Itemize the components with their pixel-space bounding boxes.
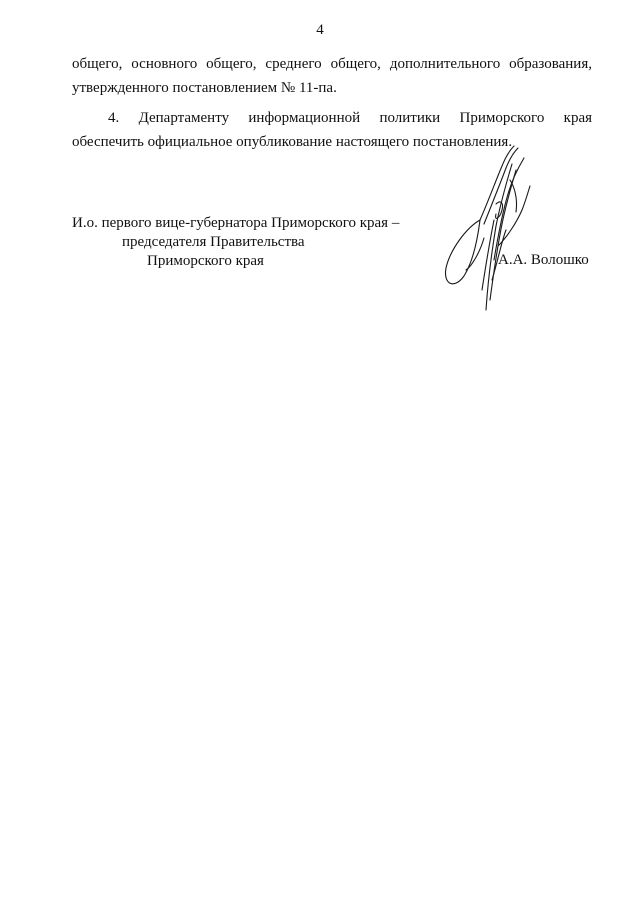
signer-name: А.А. Волошко (498, 252, 589, 268)
signatory-position-line-1: И.о. первого вице-губернатора Приморского края – (72, 215, 400, 231)
signature-stroke (490, 170, 516, 300)
signatory-position-line-3: Приморского края (147, 253, 264, 269)
signature-stroke (480, 146, 514, 220)
signature-stroke (466, 238, 484, 270)
paragraph-2-line-1: 4. Департаменту информационной политики Приморского края (108, 110, 592, 126)
signature-stroke (445, 220, 480, 284)
handwritten-signature (436, 140, 536, 320)
paragraph-1 (72, 52, 592, 100)
paragraph-1-line-1: общего, основного общего, среднего общего, дополнительного образования, (72, 56, 592, 72)
paragraph-1-line-2: утвержденного постановлением № 11-па. (72, 80, 337, 96)
page-number: 4 (316, 22, 324, 38)
paragraph-2-line-2: обеспечить официальное опубликование настоящего постановления. (72, 134, 513, 150)
signatory-position (72, 214, 399, 271)
signatory-position-line-2: председателя Правительства (122, 234, 305, 250)
